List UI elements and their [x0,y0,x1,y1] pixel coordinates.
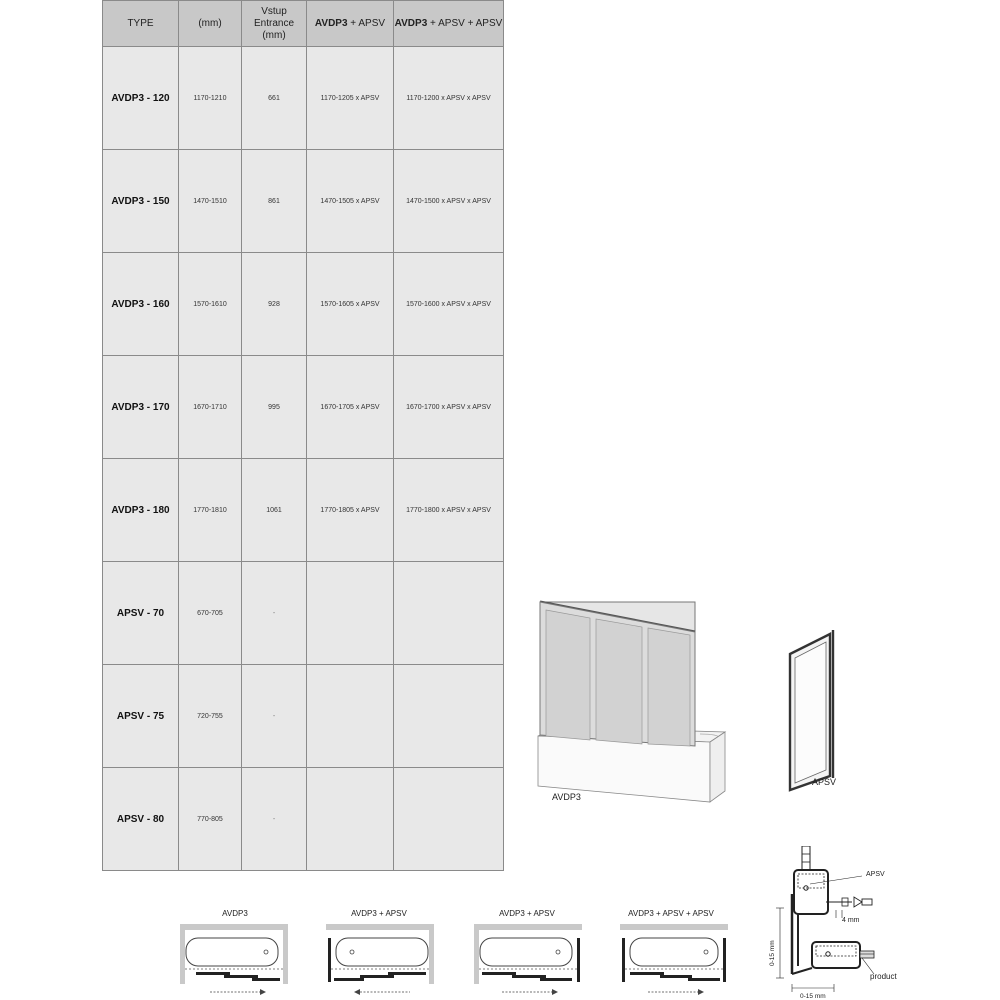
table-row [103,356,504,459]
table-header-row [103,1,504,47]
layout-3-diagram [472,922,584,1000]
cell-type: AVDP3 - 150 [103,150,179,253]
avdp3-product-image [530,596,735,806]
cell-size: 1570-1610 [179,253,242,356]
layout-1-label: AVDP3 [222,909,248,918]
cell-entrance: 995 [242,356,307,459]
cell-combo-apsv-apsv: 1570-1600 x APSV x APSV [394,253,504,356]
cell-size: 670-705 [179,562,242,665]
apsv-product-image [780,626,850,796]
product-label: product [870,972,897,981]
table-body [103,47,504,871]
cell-combo-apsv: 1770-1805 x APSV [307,459,394,562]
table-row [103,459,504,562]
layout-4-diagram [618,922,730,1000]
header-entrance [242,1,307,47]
cell-entrance: 861 [242,150,307,253]
cell-type: AVDP3 - 120 [103,47,179,150]
table-row [103,665,504,768]
header-entrance-line2: Entrance [253,17,295,29]
spec-table [102,0,504,871]
cell-combo-apsv [307,562,394,665]
cell-combo-apsv [307,665,394,768]
vertical-range-label: 0-15 mm [769,940,776,966]
cell-combo-apsv-apsv [394,768,504,871]
header-combo-apsv-strong: AVDP3 [314,17,348,29]
cell-size: 1170-1210 [179,47,242,150]
table-row [103,768,504,871]
header-combo-apsv-apsv [394,1,504,47]
layout-4-label: AVDP3 + APSV + APSV [628,909,714,918]
cell-size: 1470-1510 [179,150,242,253]
avdp3-image-label: AVDP3 [552,792,581,802]
layout-1-diagram [178,922,290,1000]
gap-label: 4 mm [842,917,860,924]
cell-combo-apsv-apsv: 1470-1500 x APSV x APSV [394,150,504,253]
cell-combo-apsv-apsv [394,665,504,768]
apsv-image-label: APSV [812,777,837,787]
header-combo-apsv-apsv-rest: + APSV + APSV [427,17,503,29]
detail-apsv-label: APSV [866,871,885,878]
cell-type: AVDP3 - 170 [103,356,179,459]
header-entrance-line3: (mm) [262,29,286,41]
cell-type: APSV - 75 [103,665,179,768]
header-combo-apsv-rest: + APSV [347,17,386,29]
cell-combo-apsv [307,768,394,871]
header-entrance-line1: Vstup [261,5,287,17]
cell-entrance: - [242,665,307,768]
cell-combo-apsv-apsv: 1770-1800 x APSV x APSV [394,459,504,562]
layout-3-label: AVDP3 + APSV [499,909,555,918]
cell-entrance: - [242,768,307,871]
cell-type: APSV - 70 [103,562,179,665]
cell-type: AVDP3 - 180 [103,459,179,562]
cell-entrance: 661 [242,47,307,150]
table-row [103,47,504,150]
cell-combo-apsv: 1170-1205 x APSV [307,47,394,150]
cell-combo-apsv-apsv [394,562,504,665]
table-row [103,253,504,356]
mounting-detail-drawing [762,846,902,1000]
cell-size: 720-755 [179,665,242,768]
table-row [103,562,504,665]
cell-entrance: 928 [242,253,307,356]
layout-2-label: AVDP3 + APSV [351,909,407,918]
cell-size: 770-805 [179,768,242,871]
cell-combo-apsv-apsv: 1170-1200 x APSV x APSV [394,47,504,150]
header-type: TYPE [103,1,179,47]
header-size: (mm) [179,1,242,47]
header-combo-apsv [307,1,394,47]
cell-entrance: 1061 [242,459,307,562]
table-row [103,150,504,253]
cell-type: AVDP3 - 160 [103,253,179,356]
cell-combo-apsv: 1570-1605 x APSV [307,253,394,356]
cell-size: 1670-1710 [179,356,242,459]
header-combo-apsv-apsv-strong: AVDP3 [394,17,428,29]
cell-combo-apsv: 1670-1705 x APSV [307,356,394,459]
cell-type: APSV - 80 [103,768,179,871]
cell-size: 1770-1810 [179,459,242,562]
cell-combo-apsv-apsv: 1670-1700 x APSV x APSV [394,356,504,459]
cell-entrance: - [242,562,307,665]
horizontal-range-label: 0-15 mm [800,993,826,1000]
cell-combo-apsv: 1470-1505 x APSV [307,150,394,253]
layout-2-diagram [324,922,436,1000]
